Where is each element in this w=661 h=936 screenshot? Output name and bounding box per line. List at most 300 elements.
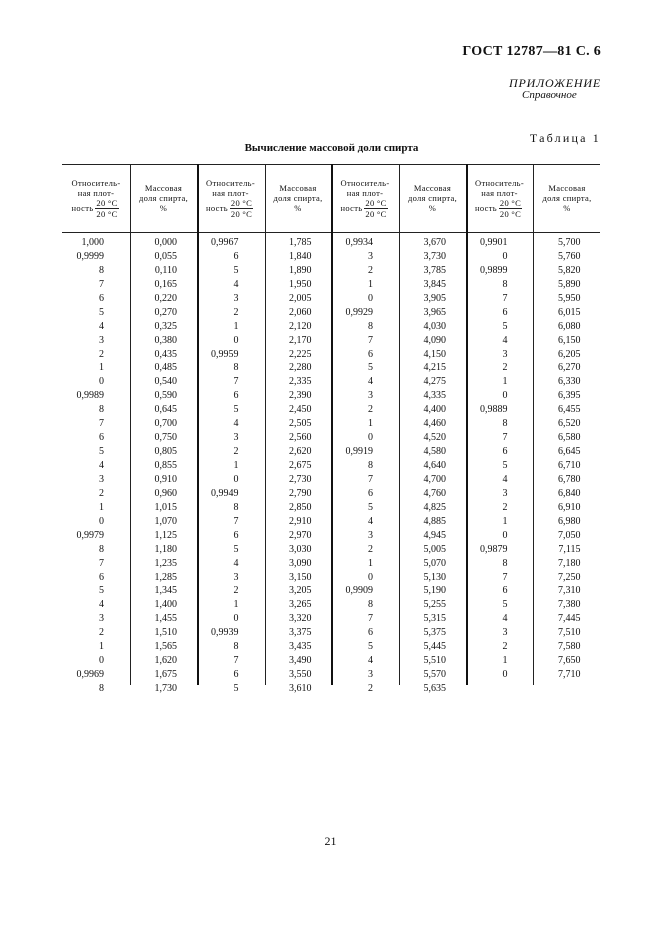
mass-fraction-cell: 3,730 [423,250,446,262]
mass-fraction-cell: 5,375 [423,627,446,639]
density-cell: 4 [502,613,508,625]
density-header-line: ная плот- [481,187,518,198]
density-cell: 0 [99,655,104,667]
mass-fraction-cell: 0,960 [154,487,177,499]
mass-fraction-header [267,164,330,232]
mass-fraction-cell: 1,890 [289,264,312,276]
mass-header-line: доля спирта, [273,193,323,203]
density-cell: 1 [233,460,239,471]
mass-fraction-cell: 2,120 [289,320,312,332]
mass-fraction-cell: 2,620 [289,446,312,458]
density-cell: 2 [368,264,373,276]
density-cell: 8 [502,557,508,569]
density-cell: 7 [233,655,239,667]
density-cell: 0 [368,571,373,583]
fraction-denominator: 20 °С [230,208,253,219]
density-cell: 1 [502,515,508,527]
mass-fraction-cell: 4,150 [423,348,446,360]
mass-header-line: Массовая [279,183,317,193]
density-cell: 3 [368,669,373,681]
mass-fraction-cell: 2,335 [289,376,312,388]
density-cell: 7 [99,278,104,290]
alcohol-table [62,164,600,694]
mass-fraction-cell: 6,580 [558,432,581,444]
density-header-fraction-row [72,198,121,219]
fraction-numerator: 20 °С [230,197,253,208]
mass-fraction-cell: 0,110 [154,264,177,276]
mass-fraction-cell: 3,265 [289,599,312,611]
density-header-fraction-row [341,198,390,219]
mass-fraction-cell: 1,950 [289,278,312,290]
mass-fraction-cell: 4,700 [423,473,446,485]
density-cell: 7 [502,432,508,444]
mass-fraction-cell: 5,820 [558,264,581,276]
mass-fraction-cell: 3,845 [423,278,446,290]
mass-fraction-cell: 1,785 [289,237,312,248]
mass-fraction-cell: 5,950 [558,292,581,304]
mass-fraction-cell: 2,970 [289,529,312,541]
density-header [64,164,128,232]
density-cell: 6 [233,669,239,681]
mass-header-line: % [428,203,437,213]
density-cell: 1 [368,418,373,430]
mass-fraction-cell: 1,235 [154,557,177,569]
mass-fraction-cell: 3,205 [289,585,312,597]
mass-fraction-cell: 5,890 [558,278,581,290]
density-cell: 5 [502,320,508,332]
temperature-fraction [230,198,253,219]
density-cell: 2 [233,446,239,458]
mass-fraction-cell: 6,780 [558,473,581,485]
mass-fraction-cell: 0,645 [154,404,177,416]
mass-fraction-cell: 0,055 [154,250,177,262]
mass-fraction-cell: 7,180 [558,557,581,569]
density-header [199,164,263,232]
mass-fraction-cell: 6,645 [558,446,581,458]
density-cell: 6 [99,571,104,583]
mass-fraction-cell: 7,050 [558,529,581,541]
density-cell: 6 [368,627,373,639]
mass-fraction-cell: 0,220 [154,292,177,304]
mass-fraction-cell: 2,505 [289,418,312,430]
mass-fraction-cell: 3,905 [423,292,446,304]
density-cell: 7 [502,292,508,304]
density-header-line: ность [71,203,94,213]
density-cell: 6 [99,292,104,304]
mass-fraction-column [534,236,581,682]
density-cell: 4 [502,473,508,485]
density-cell: 4 [368,655,373,667]
density-cell: 3 [233,432,239,444]
density-cell: 0 [368,432,373,444]
density-cell: 4 [233,557,239,569]
mass-fraction-cell: 1,400 [154,599,177,611]
mass-fraction-cell: 5,255 [423,599,446,611]
density-cell: 4 [502,334,508,346]
mass-fraction-cell: 5,760 [558,250,581,262]
density-cell: 7 [368,473,373,485]
mass-fraction-cell: 3,320 [289,613,312,625]
density-cell: 5 [99,585,104,597]
density-cell: 5 [368,362,373,374]
density-cell: 4 [368,376,373,388]
density-header-line: ная плот- [346,187,384,198]
temperature-fraction [364,198,387,219]
mass-fraction-cell: 2,170 [289,334,312,346]
mass-header-line: доля спирта, [138,193,189,203]
mass-fraction-cell: 7,510 [558,627,581,639]
mass-fraction-cell: 0,700 [154,418,177,430]
mass-fraction-cell: 2,060 [289,306,312,318]
density-cell: 2 [233,585,239,597]
density-cell: 5 [502,460,508,471]
density-cell: 0 [502,529,508,541]
density-header-line: ная плот- [212,187,249,198]
density-header-line: Относитель- [475,177,524,188]
density-cell: 8 [233,641,239,653]
density-cell: 2 [233,306,239,318]
density-cell: 1 [233,599,239,611]
density-cell: 8 [99,264,104,276]
density-cell: 0,9934 [345,237,373,248]
mass-fraction-cell: 4,400 [423,404,446,416]
density-cell: 3 [99,473,104,485]
mass-fraction-cell: 1,070 [154,515,177,527]
density-cell: 5 [368,501,373,513]
density-cell: 2 [502,501,508,513]
mass-fraction-cell: 6,710 [558,460,581,471]
density-cell: 6 [502,446,508,458]
density-column [331,236,373,696]
mass-fraction-cell: 6,080 [558,320,581,332]
density-cell: 0,9929 [345,306,373,318]
mass-fraction-cell: 7,445 [558,613,581,625]
mass-fraction-cell: 5,445 [423,641,446,653]
mass-header-line: Массовая [144,183,183,193]
density-cell: 3 [368,529,373,541]
density-cell: 8 [233,501,239,513]
mass-fraction-cell: 1,730 [154,683,177,694]
density-cell: 1 [368,278,373,290]
mass-fraction-header [401,164,464,232]
density-cell: 4 [233,418,239,430]
mass-fraction-cell: 4,885 [423,515,446,527]
mass-fraction-cell: 7,710 [558,669,581,681]
density-cell: 0,9919 [345,446,373,458]
density-cell: 6 [368,348,373,360]
density-cell: 0 [502,250,508,262]
density-cell: 2 [368,404,373,416]
density-column [62,236,104,696]
mass-fraction-cell: 1,565 [154,641,177,653]
mass-fraction-cell: 4,275 [423,376,446,388]
density-cell: 1 [99,641,104,653]
density-cell: 1 [502,376,508,388]
mass-fraction-cell: 0,270 [154,306,177,318]
density-cell: 0,9967 [211,237,239,248]
mass-fraction-cell: 2,450 [289,404,312,416]
density-header-line: ность [475,203,497,213]
table-title: Вычисление массовой доли спирта [244,142,419,154]
density-cell: 5 [233,683,239,694]
mass-fraction-cell: 7,310 [558,585,581,597]
mass-fraction-cell: 0,485 [154,362,177,374]
mass-fraction-cell: 6,150 [558,334,581,346]
mass-fraction-cell: 5,190 [423,585,446,597]
mass-fraction-cell: 0,805 [154,446,177,458]
mass-fraction-cell: 2,005 [289,292,312,304]
mass-header-line: доля спирта, [407,193,458,203]
fraction-numerator: 20 °С [365,197,387,208]
mass-fraction-cell: 1,620 [154,655,177,667]
density-header-line: ность [340,203,363,213]
fraction-denominator: 20 °С [365,208,387,219]
density-cell: 3 [368,390,373,402]
density-cell: 0 [502,390,508,402]
mass-fraction-cell: 0,435 [154,348,177,360]
density-cell: 0,9969 [76,669,104,681]
mass-fraction-cell: 6,270 [558,362,581,374]
table-number: Таблица 1 [529,131,601,145]
density-cell: 5 [368,641,373,653]
density-cell: 8 [368,599,373,611]
mass-fraction-cell: 3,435 [289,641,312,653]
mass-fraction-column [399,236,446,696]
density-cell: 7 [502,571,508,583]
density-cell: 5 [99,446,104,458]
mass-fraction-cell: 5,005 [423,543,446,555]
density-cell: 0,9899 [480,264,508,276]
density-cell: 7 [368,334,373,346]
mass-fraction-column [265,236,312,696]
mass-fraction-cell: 4,945 [423,529,446,541]
density-cell: 3 [502,348,508,360]
mass-fraction-cell: 3,550 [289,669,312,681]
mass-header-line: Массовая [413,183,452,193]
density-cell: 0,9889 [480,404,508,416]
mass-fraction-cell: 2,850 [289,501,312,513]
density-cell: 6 [368,487,373,499]
density-cell: 0 [233,334,239,346]
mass-fraction-cell: 3,375 [289,627,312,639]
mass-header-line: % [563,203,571,213]
density-header-line: Относитель- [206,177,255,188]
density-cell: 7 [99,418,104,430]
mass-fraction-cell: 5,070 [423,557,446,569]
fraction-denominator: 20 °С [96,208,118,219]
mass-fraction-cell: 2,225 [289,348,312,360]
mass-fraction-cell: 2,390 [289,390,312,402]
mass-fraction-cell: 1,015 [154,501,177,513]
mass-fraction-cell: 3,610 [289,683,312,694]
mass-fraction-cell: 1,455 [154,613,177,625]
density-header-line: ность [206,203,228,213]
mass-fraction-cell: 1,125 [154,529,177,541]
density-cell: 0,9901 [480,237,508,248]
density-cell: 0,9879 [480,543,508,555]
density-cell: 3 [99,613,104,625]
mass-fraction-cell: 4,520 [423,432,446,444]
mass-fraction-cell: 0,540 [154,376,177,388]
mass-header-line: % [294,203,302,213]
mass-fraction-cell: 2,675 [289,460,312,471]
density-cell: 0,9979 [76,529,104,541]
fraction-numerator: 20 °С [96,197,118,208]
density-cell: 7 [233,515,239,527]
density-cell: 8 [368,320,373,332]
mass-fraction-cell: 5,570 [423,669,446,681]
density-cell: 8 [502,418,508,430]
mass-fraction-cell: 0,590 [154,390,177,402]
density-cell: 2 [99,627,104,639]
mass-fraction-cell: 1,510 [154,627,177,639]
density-cell: 0 [99,376,104,388]
mass-fraction-cell: 0,380 [154,334,177,346]
mass-fraction-cell: 1,675 [154,669,177,681]
density-column [197,236,239,696]
mass-fraction-header [536,164,599,232]
mass-fraction-cell: 1,345 [154,585,177,597]
mass-fraction-cell: 1,180 [154,543,177,555]
density-header-fraction-row [475,198,524,219]
density-cell: 0,9959 [211,348,239,360]
mass-fraction-cell: 5,700 [558,237,581,248]
mass-fraction-cell: 4,580 [423,446,446,458]
density-cell: 5 [502,599,508,611]
mass-fraction-cell: 4,825 [423,501,446,513]
density-cell: 4 [233,278,239,290]
mass-fraction-cell: 0,855 [154,460,177,471]
mass-fraction-cell: 4,215 [423,362,446,374]
mass-fraction-cell: 0,910 [154,473,177,485]
mass-fraction-cell: 3,490 [289,655,312,667]
mass-fraction-cell: 6,330 [558,376,581,388]
mass-fraction-cell: 6,840 [558,487,581,499]
mass-fraction-cell: 1,285 [154,571,177,583]
mass-fraction-cell: 2,560 [289,432,312,444]
density-cell: 1 [99,501,104,513]
density-cell: 5 [233,264,239,276]
mass-fraction-cell: 1,840 [289,250,312,262]
density-cell: 1,000 [81,237,104,248]
mass-fraction-cell: 6,015 [558,306,581,318]
density-header-line: Относитель- [340,177,390,188]
density-cell: 8 [99,543,104,555]
document-id: ГОСТ 12787—81 С. 6 [462,44,601,59]
density-cell: 4 [368,515,373,527]
mass-header-line: доля спирта, [542,193,592,203]
mass-fraction-cell: 6,205 [558,348,581,360]
mass-fraction-cell: 0,000 [154,237,177,248]
density-cell: 0,9909 [345,585,373,597]
density-cell: 6 [502,585,508,597]
mass-fraction-cell: 5,510 [423,655,446,667]
mass-fraction-cell: 5,635 [423,683,446,694]
mass-fraction-cell: 7,250 [558,571,581,583]
density-cell: 2 [502,362,508,374]
density-cell: 0,9939 [211,627,239,639]
density-cell: 6 [99,432,104,444]
mass-fraction-cell: 2,790 [289,487,312,499]
density-cell: 5 [233,543,239,555]
mass-fraction-cell: 6,980 [558,515,581,527]
mass-fraction-cell: 3,670 [423,237,446,248]
mass-fraction-cell: 3,030 [289,543,312,555]
mass-fraction-cell: 5,130 [423,571,446,583]
appendix-type: Справочное [522,89,577,101]
mass-header-line: % [159,203,168,213]
density-cell: 1 [368,557,373,569]
density-cell: 1 [502,655,508,667]
mass-fraction-cell: 3,150 [289,571,312,583]
density-cell: 3 [502,627,508,639]
density-cell: 0,9989 [76,390,104,402]
page-number: 21 [324,834,337,848]
density-cell: 4 [99,599,104,611]
density-column [466,236,508,682]
density-cell: 1 [233,320,239,332]
fraction-numerator: 20 °С [499,197,522,208]
density-cell: 5 [233,404,239,416]
temperature-fraction [95,198,118,219]
density-cell: 6 [502,306,508,318]
density-cell: 6 [233,529,239,541]
mass-fraction-cell: 2,280 [289,362,312,374]
mass-fraction-cell: 4,640 [423,460,446,471]
density-header [333,164,397,232]
mass-fraction-cell: 3,965 [423,306,446,318]
density-cell: 8 [99,683,104,694]
density-cell: 4 [99,320,104,332]
density-cell: 3 [233,571,239,583]
mass-fraction-cell: 4,760 [423,487,446,499]
mass-fraction-cell: 3,785 [423,264,446,276]
density-cell: 0,9999 [76,250,104,262]
density-header-line: ная плот- [77,187,115,198]
mass-fraction-cell: 2,730 [289,473,312,485]
mass-fraction-cell: 4,460 [423,418,446,430]
density-cell: 0 [368,292,373,304]
mass-header-line: Массовая [548,183,586,193]
density-cell: 8 [502,278,508,290]
density-cell: 2 [502,641,508,653]
density-cell: 4 [99,460,104,471]
density-cell: 8 [233,362,239,374]
density-cell: 8 [99,404,104,416]
density-cell: 5 [99,306,104,318]
density-cell: 1 [99,362,104,374]
mass-fraction-cell: 0,750 [154,432,177,444]
density-cell: 3 [368,250,373,262]
density-cell: 7 [368,613,373,625]
mass-fraction-cell: 6,520 [558,418,581,430]
density-cell: 0 [502,669,508,681]
mass-fraction-column [130,236,177,696]
mass-fraction-cell: 4,335 [423,390,446,402]
density-cell: 3 [233,292,239,304]
mass-fraction-cell: 0,165 [154,278,177,290]
density-cell: 0,9949 [211,487,239,499]
density-header [468,164,532,232]
density-cell: 0 [99,515,104,527]
density-header-line: Относитель- [71,177,121,188]
mass-fraction-cell: 7,580 [558,641,581,653]
mass-fraction-header [132,164,195,232]
density-cell: 2 [99,348,104,360]
density-cell: 0 [233,473,239,485]
density-cell: 7 [99,557,104,569]
density-cell: 3 [99,334,104,346]
